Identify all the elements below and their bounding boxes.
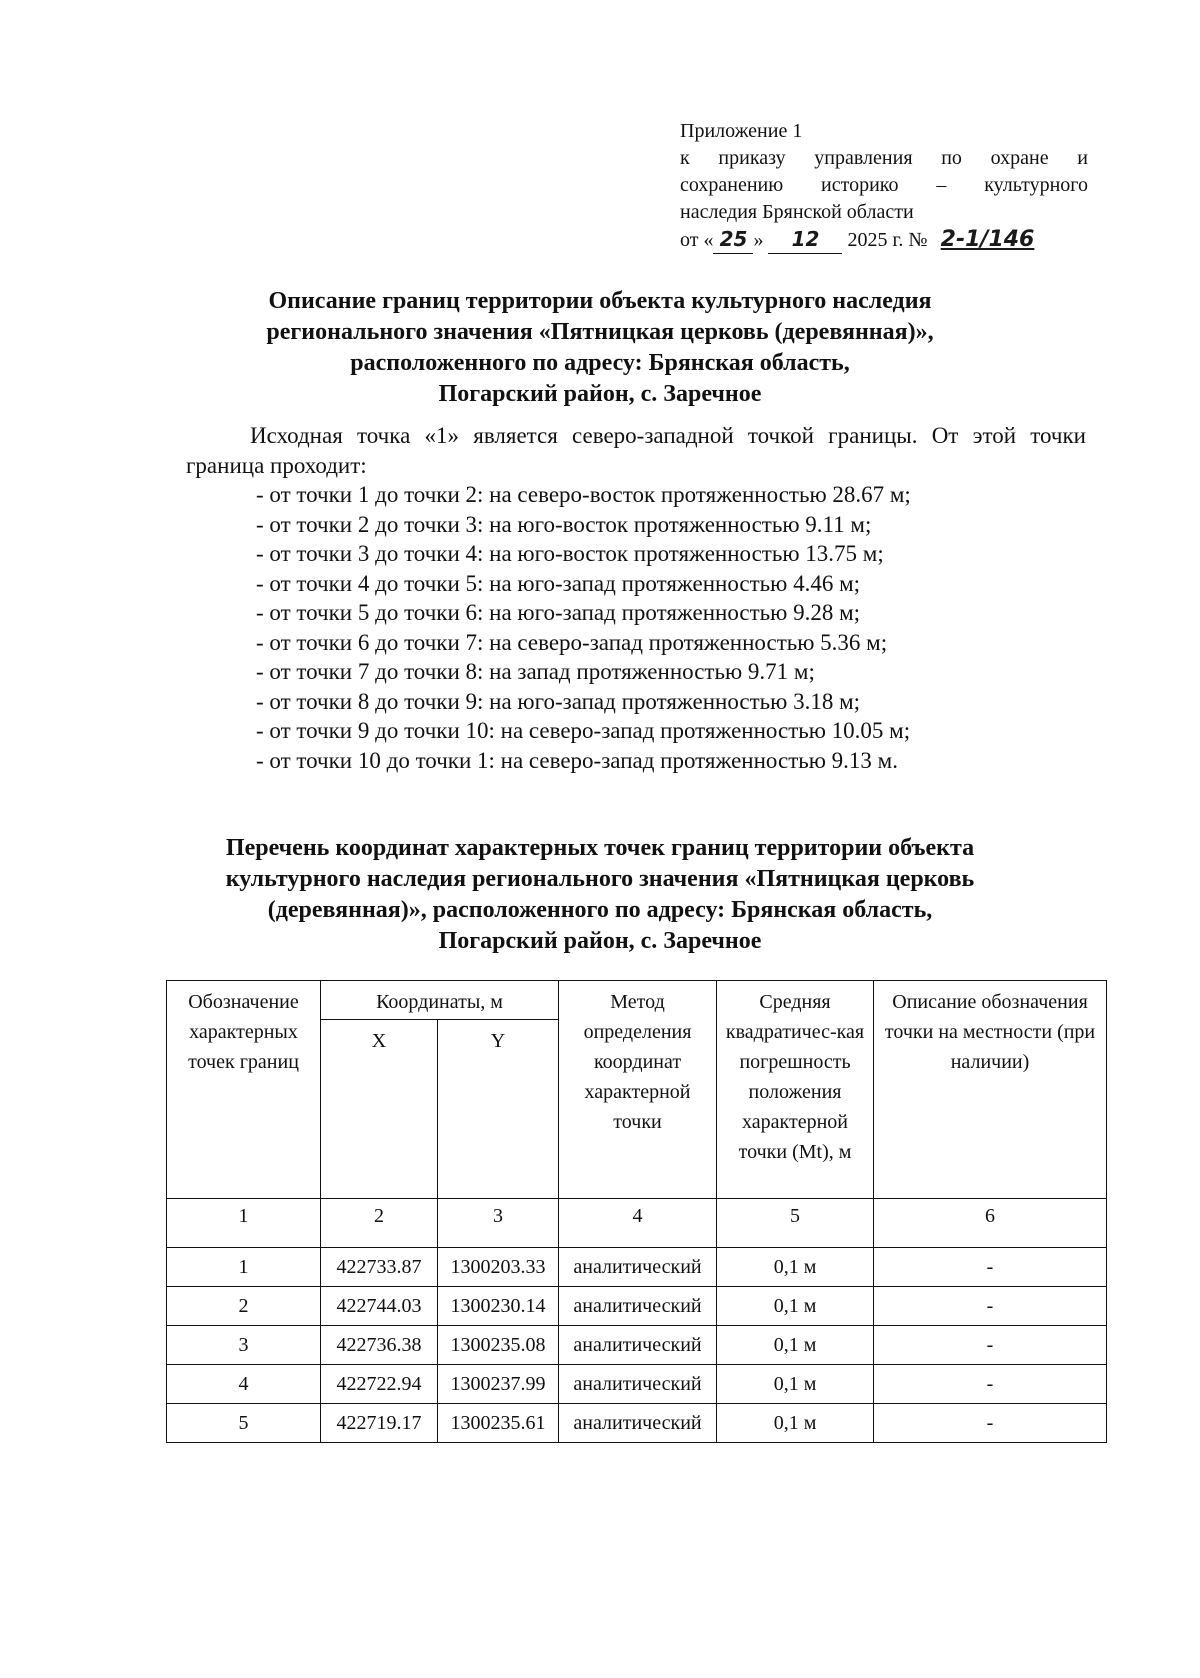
header-x: X (321, 1020, 438, 1199)
title-line: (деревянная)», расположенного по адресу: Брянская область, (267, 897, 933, 923)
cell-y: 1300203.33 (438, 1248, 559, 1287)
appendix-line: наследия Брянской области (680, 201, 914, 223)
column-number: 2 (321, 1199, 438, 1248)
cell-y: 1300230.14 (438, 1287, 559, 1326)
cell-x: 422722.94 (321, 1365, 438, 1404)
cell-x: 422736.38 (321, 1326, 438, 1365)
cell-method: аналитический (559, 1365, 717, 1404)
table-row (167, 1404, 1107, 1443)
title-line: Погарский район, с. Заречное (438, 381, 762, 407)
appendix-date-line (680, 226, 1088, 254)
boundary-description (186, 421, 1086, 775)
cell-error: 0,1 м (717, 1326, 874, 1365)
header-point: Обозначение характерных точек границ (167, 981, 321, 1199)
segment-item: - от точки 9 до точки 10: на северо-запад протяженностью 10.05 м; (256, 718, 911, 743)
cell-method: аналитический (559, 1248, 717, 1287)
segment-item: - от точки 3 до точки 4: на юго-восток протяженностью 13.75 м; (256, 541, 884, 566)
appendix-line: сохранению историко – культурного (680, 174, 1088, 196)
cell-y: 1300235.61 (438, 1404, 559, 1443)
cell-error: 0,1 м (717, 1365, 874, 1404)
cell-x: 422719.17 (321, 1404, 438, 1443)
date-month-handwritten: 12 (768, 226, 842, 254)
title-line: Погарский район, с. Заречное (438, 928, 762, 954)
title-line: расположенного по адресу: Брянская область, (350, 350, 850, 376)
segment-item: - от точки 6 до точки 7: на северо-запад протяженностью 5.36 м; (256, 629, 888, 655)
segment-item: - от точки 10 до точки 1: на северо-запад протяженностью 9.13 м. (256, 747, 898, 773)
coordinates-list-title (150, 833, 1050, 957)
segment-item: - от точки 1 до точки 2: на северо-восток протяженностью 28.67 м; (256, 482, 911, 507)
cell-error: 0,1 м (717, 1248, 874, 1287)
segment-item: - от точки 2 до точки 3: на юго-восток протяженностью 9.11 м; (256, 511, 872, 537)
column-number-row (167, 1199, 1107, 1248)
appendix-line: к приказу управления по охране и (680, 147, 1088, 169)
boundary-description-title (150, 286, 1050, 410)
cell-method: аналитический (559, 1326, 717, 1365)
date-mid: » (753, 229, 764, 251)
header-error: Средняя квадратичес-кая погрешность положения характерной точки (Mt), м (717, 981, 874, 1199)
column-number: 4 (559, 1199, 717, 1248)
cell-point: 2 (167, 1287, 321, 1326)
table-row (167, 1287, 1107, 1326)
cell-description: - (874, 1326, 1107, 1365)
column-number: 6 (874, 1199, 1107, 1248)
column-number: 1 (167, 1199, 321, 1248)
date-year: 2025 г. № (847, 229, 928, 251)
cell-point: 1 (167, 1248, 321, 1287)
date-prefix: от « (680, 229, 714, 251)
cell-x: 422744.03 (321, 1287, 438, 1326)
cell-error: 0,1 м (717, 1287, 874, 1326)
column-number: 5 (717, 1199, 874, 1248)
cell-y: 1300237.99 (438, 1365, 559, 1404)
title-line: Перечень координат характерных точек границ территории объекта (225, 835, 975, 861)
cell-method: аналитический (559, 1404, 717, 1443)
cell-description: - (874, 1365, 1107, 1404)
title-line: Описание границ территории объекта культурного наследия (268, 288, 932, 314)
intro-paragraph: Исходная точка «1» является северо-западной точкой границы. От этой точки граница проходит: (186, 423, 1086, 478)
header-y: Y (438, 1020, 559, 1199)
segment-item: - от точки 5 до точки 6: на юго-запад протяженностью 9.28 м; (256, 600, 861, 625)
segment-list (186, 480, 1086, 775)
column-number: 3 (438, 1199, 559, 1248)
title-line: культурного наследия регионального значения «Пятницкая церковь (225, 866, 975, 892)
cell-point: 5 (167, 1404, 321, 1443)
segment-item: - от точки 4 до точки 5: на юго-запад протяженностью 4.46 м; (256, 570, 861, 596)
header-description: Описание обозначения точки на местности (при наличии) (874, 981, 1107, 1199)
cell-error: 0,1 м (717, 1404, 874, 1443)
table-row (167, 1365, 1107, 1404)
header-coordinates: Координаты, м (321, 981, 559, 1020)
cell-point: 3 (167, 1326, 321, 1365)
cell-y: 1300235.08 (438, 1326, 559, 1365)
cell-method: аналитический (559, 1287, 717, 1326)
coordinates-table (166, 980, 1107, 1443)
cell-x: 422733.87 (321, 1248, 438, 1287)
cell-description: - (874, 1404, 1107, 1443)
table-row (167, 1248, 1107, 1287)
table-header-row (167, 981, 1107, 1020)
segment-item: - от точки 7 до точки 8: на запад протяженностью 9.71 м; (256, 659, 815, 684)
cell-description: - (874, 1248, 1107, 1287)
title-line: регионального значения «Пятницкая церковь (деревянная)», (266, 319, 934, 345)
segment-item: - от точки 8 до точки 9: на юго-запад протяженностью 3.18 м; (256, 688, 861, 714)
table-row (167, 1326, 1107, 1365)
appendix-header (680, 118, 1088, 254)
header-method: Метод определения координат характерной точки (559, 981, 717, 1199)
cell-description: - (874, 1287, 1107, 1326)
cell-point: 4 (167, 1365, 321, 1404)
appendix-title: Приложение 1 (680, 120, 803, 142)
order-number-handwritten: 2-1/146 (940, 227, 1035, 252)
date-day-handwritten: 25 (713, 226, 753, 254)
